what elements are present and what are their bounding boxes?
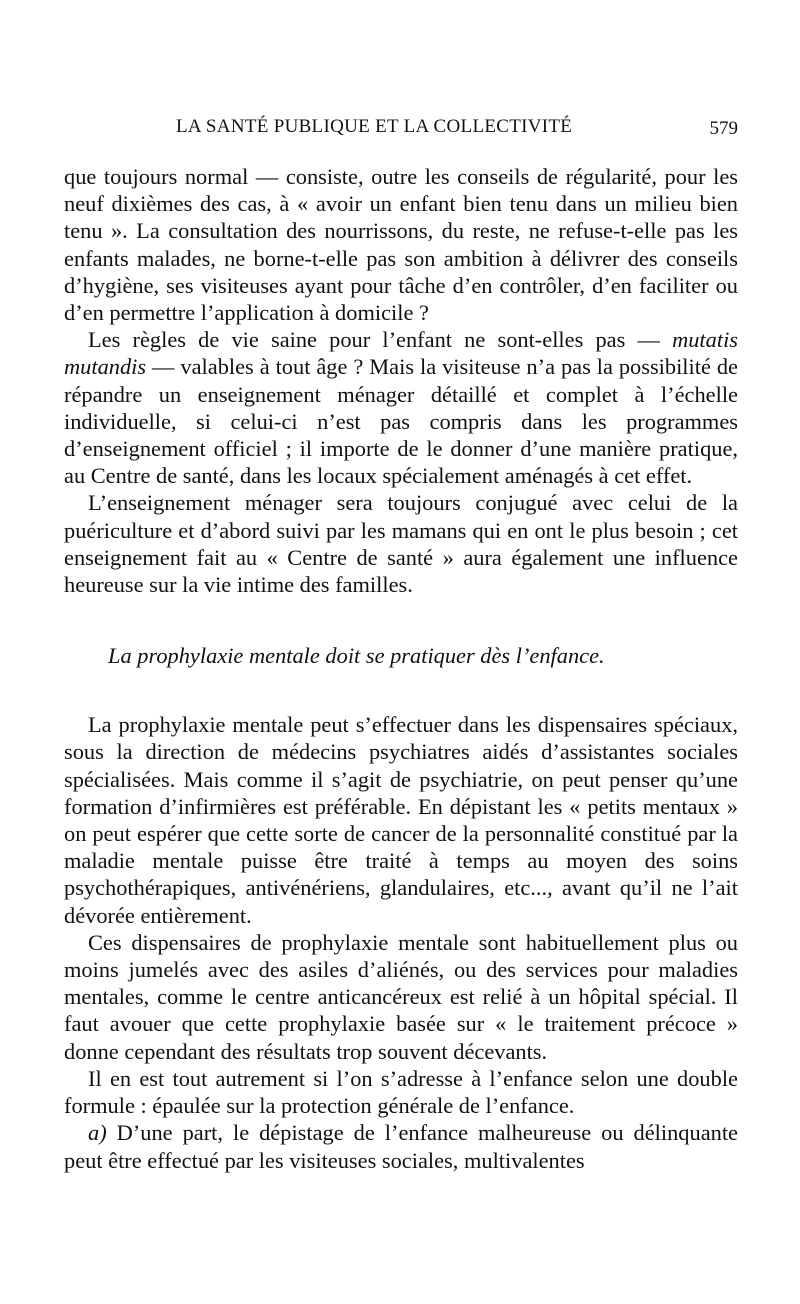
paragraph-home-economics: L’enseignement ménager sera toujours conjugué avec celui de la puériculture et d’abord suivi par les mamans qui en ont le plus besoin ; cet enseignement fait au « Centre de santé » aura également une influence heureuse sur la vie intime des familles.: [64, 490, 738, 598]
paragraph-point-a: [64, 1119, 738, 1173]
paragraph-text: D’une part, le dépistage de l’enfance malheureuse ou délinquante peut être effectué par les visiteuses sociales, multivalentes: [64, 1120, 738, 1173]
running-title: LA SANTÉ PUBLIQUE ET LA COLLECTIVITÉ: [176, 116, 573, 137]
paragraph-mental-prophylaxis: La prophylaxie mentale peut s’effectuer dans les dispensaires spéciaux, sous la direction de médecins psychiatres aidés d’assistantes sociales spécialisées. Mais comme il s’agit de psychiatrie, on peut penser qu’une formation d’infirmières est préférable. En dépistant les « petits mentaux » on peut espérer que cette sorte de cancer de la personnalité constitué par la maladie mentale puisse être traité à temps au moyen des soins psychothérapiques, antivénériens, glandulaires, etc..., avant qu’il ne l’ait dévorée entièrement.: [64, 712, 738, 928]
section-heading: La prophylaxie mentale doit se pratiquer dès l’enfance.: [108, 643, 605, 669]
paragraph-dispensaries: Ces dispensaires de prophylaxie mentale sont habituellement plus ou moins jumelés avec des asiles d’aliénés, ou des services pour maladies mentales, comme le centre anticancéreux est relié à un hôpital spécial. Il faut avouer que cette prophylaxie basée sur « le traitement précoce » donne cependant des résultats trop souvent décevants.: [64, 929, 738, 1064]
paragraph-continuation: que toujours normal — consiste, outre les conseils de régularité, pour les neuf dixièmes des cas, à « avoir un enfant bien tenu dans un milieu bien tenu ». La consultation des nourrissons, du reste, ne refuse-t-elle pas les enfants malades, ne borne-t-elle pas son ambition à délivrer des conseils d’hygiène, ses visiteuses ayant pour tâche d’en contrôler, d’en faciliter ou d’en permettre l’application à domicile ?: [64, 164, 738, 326]
page-number: 579: [709, 118, 738, 139]
paragraph-text: Les règles de vie saine pour l’enfant ne sont-elles pas —: [88, 327, 673, 353]
paragraph-childhood: Il en est tout autrement si l’on s’adresse à l’enfance selon une double formule : épaulée sur la protection générale de l’enfance.: [64, 1065, 738, 1119]
paragraph-text: — valables à tout âge ? Mais la visiteuse n’a pas la possibilité de répandre un enseignement ménager détaillé et complet à l’échelle individuelle, si celui-ci n’est pas compris dans les programmes d’enseignement officiel ; il importe de le donner d’une manière pratique, au Centre de santé, dans les locaux spécialement aménagés à cet effet.: [64, 354, 738, 489]
body-text: [64, 163, 738, 1174]
running-header: [64, 116, 738, 144]
italic-latin-phrase: mutatis mutandis: [64, 327, 738, 380]
paragraph-healthy-living: [64, 326, 738, 489]
list-label: a): [88, 1120, 107, 1146]
